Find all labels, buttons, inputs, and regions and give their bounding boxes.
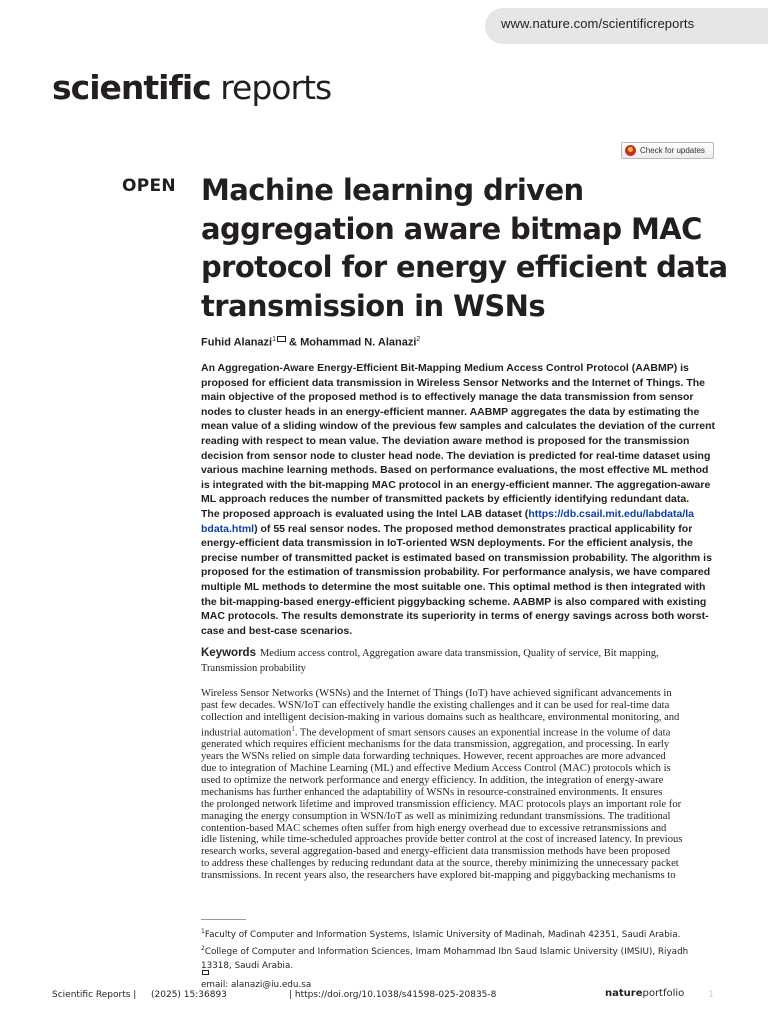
- abstract-line: [201, 507, 715, 522]
- body-line: collection and intelligent decision-making in various domains such as healthcare, environmental monitoring, and: [201, 711, 680, 723]
- abstract-line: precise number of transmitted packet is estimated based on transmission probability. The algorithm is: [201, 551, 712, 564]
- title-line: transmission in WSNs: [201, 288, 546, 323]
- keywords: [201, 646, 721, 676]
- affiliation-number: 2: [201, 945, 205, 953]
- abstract-line: proposed for efficient data transmission in Wireless Sensor Networks and the Internet of Things. The: [201, 376, 705, 389]
- footer-journal: Scientific Reports |: [52, 990, 137, 1000]
- abstract-line: ML approach reduces the number of transmitted packets by efficiently identifying redundant data.: [201, 493, 690, 506]
- body-line: transmissions. In recent years also, the researchers have explored bit-mapping and piggybacking mechanisms to: [201, 870, 676, 882]
- keywords-list: Medium access control, Aggregation aware data transmission, Quality of service, Bit mapping,: [259, 648, 659, 659]
- body-line: research works, several aggregation-based and energy-efficient data transmission methods have been proposed: [201, 846, 671, 858]
- abstract-line: the bit-mapping-based energy-efficient piggybacking scheme. AABMP is also compared with existing: [201, 595, 707, 608]
- abstract-line: An Aggregation-Aware Energy-Efficient Bit-Mapping Medium Access Control Protocol (AABMP) is: [201, 362, 689, 374]
- affiliation-text: College of Computer and Information Sciences, Imam Mohammad Ibn Saud Islamic University (IMSIU), Riyadh: [204, 947, 689, 958]
- affiliation-ref[interactable]: 1: [272, 336, 276, 343]
- title-line: aggregation aware bitmap MAC: [201, 211, 702, 246]
- abstract-line: case and best-case scenarios.: [201, 624, 353, 637]
- envelope-icon: [202, 970, 209, 975]
- keywords-line: Transmission probability: [201, 662, 306, 674]
- body-line: past few decades. WSN/IoT can effectively handle the existing challenges and it can be used for real-time data: [201, 699, 670, 711]
- abstract-line: multiple ML methods to determine the most suitable one. This optimal method is then integrated with: [201, 580, 706, 593]
- author-name[interactable]: Fuhid Alanazi: [201, 336, 273, 349]
- open-access-label: OPEN: [122, 176, 176, 196]
- body-line: [201, 724, 721, 739]
- footnote-divider: [201, 919, 246, 920]
- crossmark-icon: [625, 145, 636, 156]
- abstract: [201, 361, 715, 638]
- abstract-line: reading with respect to mean value. The deviation aware method is proposed for the transmission: [201, 434, 690, 447]
- body-line: generated which requires efficient mechanisms for the data transmission, aggregation, and processing. In early: [201, 739, 670, 751]
- article-title: [201, 171, 728, 325]
- body-line: managing the energy consumption in WSN/IoT as well as minimizing redundant transmissions. The traditional: [201, 810, 671, 822]
- journal-logo: [52, 68, 331, 108]
- affiliation-number: 1: [201, 928, 205, 935]
- affiliation-line: [201, 942, 721, 959]
- envelope-icon[interactable]: [277, 336, 286, 342]
- journal-url[interactable]: www.nature.com/scientificreports: [501, 16, 695, 31]
- abstract-line: MAC protocols. The results demonstrate its superiority in terms of energy savings across both worst-: [201, 610, 709, 623]
- body-line: years the WSNs relied on simple data forwarding techniques. However, recent approaches are more advanced: [201, 751, 666, 763]
- footer-doi[interactable]: | https://doi.org/10.1038/s41598-025-20835-8: [289, 990, 497, 1000]
- corresponding-email[interactable]: email: alanazi@iu.edu.sa: [201, 980, 312, 991]
- abstract-line: mean value of a sliding window of the previous few samples and calculates the deviation of the current: [201, 420, 716, 433]
- abstract-line: [201, 522, 715, 537]
- check-for-updates-label: Check for updates: [640, 146, 705, 155]
- keywords-heading: Keywords: [201, 647, 256, 659]
- affiliation-line: [201, 925, 721, 942]
- affiliation-ref[interactable]: 2: [416, 336, 421, 343]
- journal-name-bold: scientific: [52, 68, 211, 107]
- abstract-line: various machine learning methods. Based on performance evaluations, the most effective ML method: [201, 464, 709, 477]
- body-line: mechanisms has further enhanced the adaptability of WSNs in resource-constrained environments. It ensures: [201, 786, 663, 798]
- body-line: used to optimize the network performance and energy efficiency. In addition, the integration of energy-aware: [201, 774, 664, 786]
- abstract-line: main objective of the proposed method is to effectively manage the data transmission from sensor: [201, 391, 694, 404]
- author-list: [201, 336, 420, 349]
- abstract-line: is integrated with the bit-mapping MAC protocol in an energy-efficient manner. The aggregation-aware: [201, 478, 711, 491]
- introduction-text: [201, 688, 721, 882]
- body-line: idle listening, while time-scheduled approaches provide better control at the cost of increased latency. In previous: [201, 834, 683, 846]
- body-line: the prolonged network lifetime and improved transmission efficiency. MAC protocols plays an important role for: [201, 798, 682, 810]
- dataset-link[interactable]: https://db.csail.mit.edu/labdata/la: [528, 507, 695, 520]
- author-name[interactable]: Mohammad N. Alanazi: [300, 336, 417, 349]
- abstract-line: decision from sensor node to cluster head node. The deviation is predicted for real-time dataset using: [201, 449, 711, 462]
- title-line: Machine learning driven: [201, 173, 584, 207]
- body-line: due to integration of Machine Learning (ML) and effective Medium Access Control (MAC) protocols which is: [201, 762, 671, 774]
- page-number: 1: [708, 990, 714, 1000]
- body-text: industrial automation: [201, 727, 292, 739]
- body-line: contention-based MAC schemes often suffer from high energy overhead due to excessive retransmissions and: [201, 822, 667, 834]
- body-line: to address these challenges by reducing redundant data at the source, thereby minimizing the unnecessary packet: [201, 858, 679, 870]
- footer-issue: (2025) 15:36893: [151, 990, 227, 1000]
- nature-portfolio-logo: [605, 988, 684, 999]
- check-for-updates-button[interactable]: [621, 142, 714, 159]
- citation-ref[interactable]: 1: [291, 724, 295, 733]
- brand-bold: nature: [605, 988, 643, 999]
- abstract-line: nodes to cluster heads in an energy-efficient manner. AABMP aggregates the data by estimating the: [201, 405, 700, 418]
- abstract-text: The proposed approach is evaluated using the Intel LAB dataset (: [201, 507, 529, 520]
- body-text: . The development of smart sensors causes an exponential increase in the volume of data: [294, 727, 671, 739]
- dataset-link-cont[interactable]: bdata.html: [201, 522, 255, 535]
- body-line: Wireless Sensor Networks (WSNs) and the Internet of Things (IoT) have achieved significant advancements in: [201, 688, 672, 699]
- keywords-line: [201, 646, 721, 662]
- affiliation-text: 13318, Saudi Arabia.: [201, 961, 294, 972]
- journal-name-regular: reports: [220, 68, 332, 107]
- title-line: protocol for energy efficient data: [201, 250, 728, 284]
- affiliations: [201, 925, 721, 993]
- abstract-line: energy-efficient data transmission in IoT-oriented WSN deployments. For the efficient analysis, the: [201, 537, 693, 550]
- brand-regular: portfolio: [642, 988, 685, 999]
- abstract-text: ) of 55 real sensor nodes. The proposed method demonstrates practical applicability for: [254, 522, 693, 535]
- affiliation-text: Faculty of Computer and Information Systems, Islamic University of Madinah, Madinah 42351, Saudi Arabia.: [204, 929, 681, 940]
- author-separator: &: [286, 336, 301, 349]
- abstract-line: proposed for the estimation of transmission probability. For performance analysis, we have compared: [201, 566, 711, 579]
